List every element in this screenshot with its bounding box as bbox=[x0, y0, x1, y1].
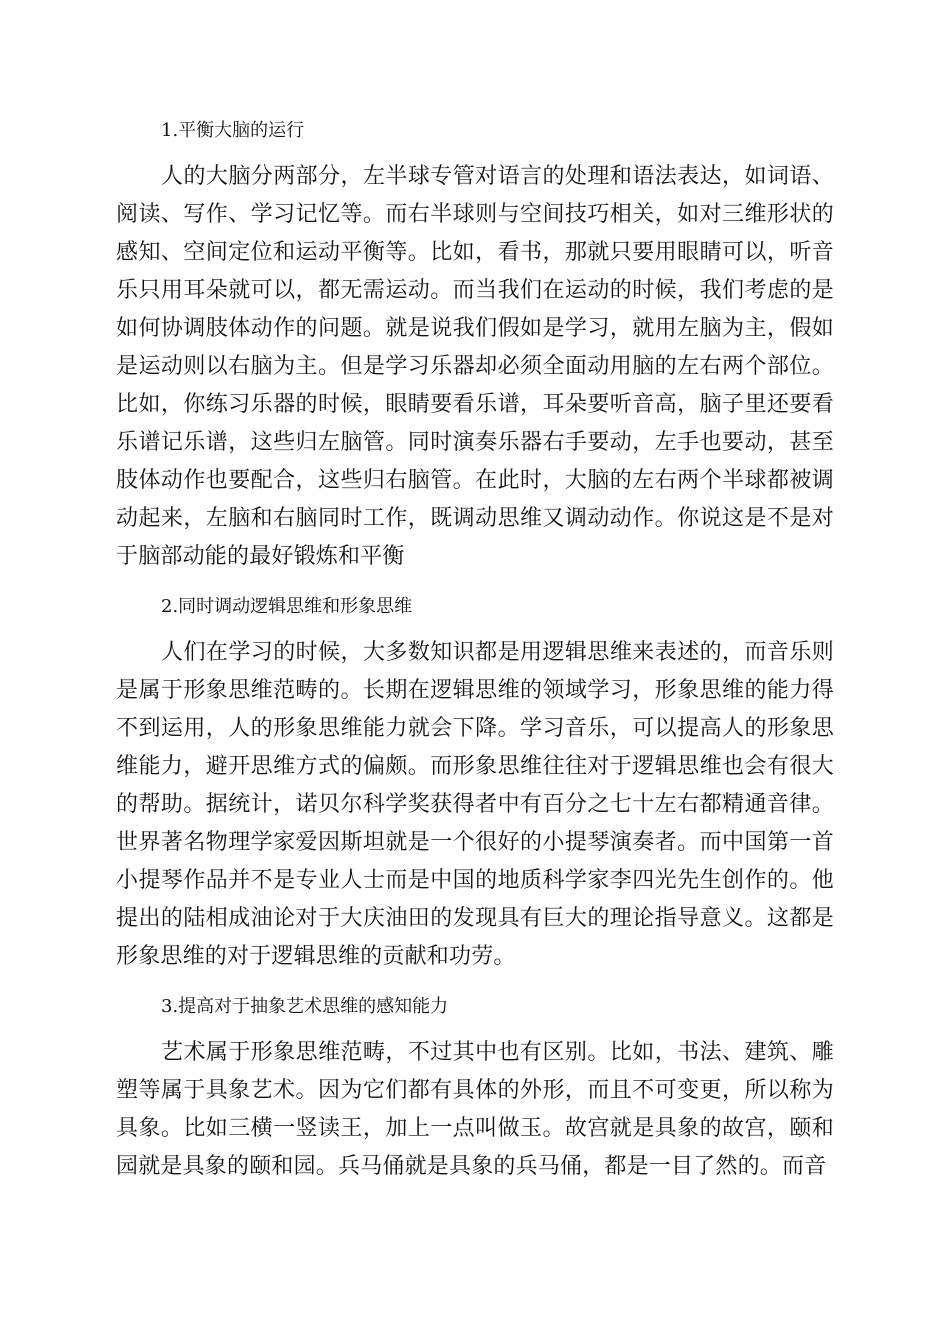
section-paragraph-3: 艺术属于形象思维范畴，不过其中也有区别。比如，书法、建筑、雕塑等属于具象艺术。因为它们都有具体的外形，而且不可变更，所以称为具象。比如三横一竖读王，加上一点叫做玉。故宫就是具象的故宫，颐和园就是具象的颐和园。兵马俑就是具象的兵马俑，都是一目了然的。而音 bbox=[116, 1040, 834, 1179]
section-paragraph-2: 人们在学习的时候，大多数知识都是用逻辑思维来表述的，而音乐则是属于形象思维范畴的。长期在逻辑思维的领域学习，形象思维的能力得不到运用，人的形象思维能力就会下降。学习音乐，可以提高人的形象思维能力，避开思维方式的偏颇。而形象思维往往对于逻辑思维也会有很大的帮助。据统计，诺贝尔科学奖获得者中有百分之七十左右都精通音律。世界著名物理学家爱因斯坦就是一个很好的小提琴演奏者。而中国第一首小提琴作品并不是专业人士而是中国的地质科学家李四光先生创作的。他提出的陆相成油论对于大庆油田的发现具有巨大的理论指导意义。这都是形象思维的对于逻辑思维的贡献和功劳。 bbox=[116, 640, 834, 969]
section-heading-3: 3.提高对于抽象艺术思维的感知能力 bbox=[161, 996, 449, 1017]
section-paragraph-1: 人的大脑分两部分，左半球专管对语言的处理和语法表达，如词语、阅读、写作、学习记忆等。而右半球则与空间技巧相关，如对三维形状的感知、空间定位和运动平衡等。比如，看书，那就只要用眼睛可以，听音乐只用耳朵就可以，都无需运动。而当我们在运动的时候，我们考虑的是如何协调肢体动作的问题。就是说我们假如是学习，就用左脑为主，假如是运动则以右脑为主。但是学习乐器却必须全面动用脑的左右两个部位。比如，你练习乐器的时候，眼睛要看乐谱，耳朵要听音高，脑子里还要看乐谱记乐谱，这些归左脑管。同时演奏乐器右手要动，左手也要动，甚至肢体动作也要配合，这些归右脑管。在此时，大脑的左右两个半球都被调动起来，左脑和右脑同时工作，既调动思维又调动动作。你说这是不是对于脑部动能的最好锻炼和平衡 bbox=[116, 164, 834, 569]
section-heading-2: 2.同时调动逻辑思维和形象思维 bbox=[161, 596, 413, 617]
section-heading-1: 1.平衡大脑的运行 bbox=[161, 120, 305, 141]
document-page bbox=[116, 108, 834, 1186]
